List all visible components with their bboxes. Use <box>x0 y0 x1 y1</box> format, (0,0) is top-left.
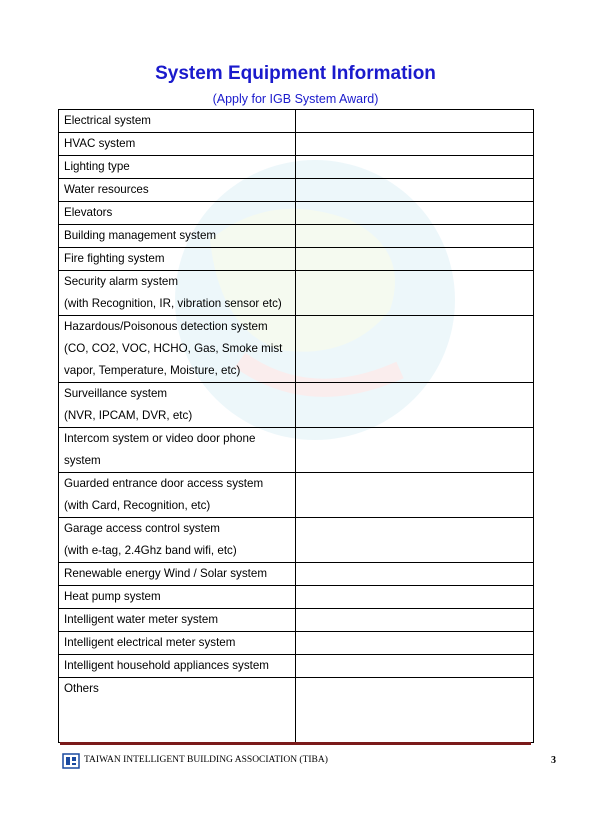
table-row <box>59 133 534 156</box>
system-value-field[interactable] <box>296 563 534 586</box>
system-label-line: Hazardous/Poisonous detection system <box>64 320 268 333</box>
system-value-field[interactable] <box>296 428 534 473</box>
system-label-line: Electrical system <box>64 114 151 127</box>
system-label <box>59 655 296 678</box>
system-value-field[interactable] <box>296 202 534 225</box>
page-title: System Equipment Information <box>155 63 436 84</box>
system-label-line: Heat pump system <box>64 590 161 603</box>
system-value-field[interactable] <box>296 133 534 156</box>
table-row <box>59 428 534 473</box>
system-label-line: (CO, CO2, VOC, HCHO, Gas, Smoke mist <box>64 342 283 355</box>
system-label <box>59 202 296 225</box>
table-row <box>59 518 534 563</box>
system-value-field[interactable] <box>296 248 534 271</box>
system-label <box>59 609 296 632</box>
system-value-field[interactable] <box>296 586 534 609</box>
system-label <box>59 110 296 133</box>
table-row <box>59 383 534 428</box>
equipment-table <box>58 109 534 743</box>
system-value-field[interactable] <box>296 225 534 248</box>
system-label <box>59 271 296 316</box>
system-value-field[interactable] <box>296 678 534 743</box>
system-value-field[interactable] <box>296 473 534 518</box>
system-value-field[interactable] <box>296 383 534 428</box>
table-row <box>59 586 534 609</box>
system-label <box>59 225 296 248</box>
system-label-line: Intelligent electrical meter system <box>64 636 236 649</box>
system-label-line: system <box>64 454 101 467</box>
table-row <box>59 632 534 655</box>
system-label-line: Building management system <box>64 229 217 242</box>
system-label-line: HVAC system <box>64 137 136 150</box>
system-value-field[interactable] <box>296 655 534 678</box>
system-label <box>59 316 296 383</box>
system-label-line: Guarded entrance door access system <box>64 477 264 490</box>
table-row <box>59 156 534 179</box>
page-number: 3 <box>551 755 556 766</box>
system-value-field[interactable] <box>296 271 534 316</box>
system-label-line: Elevators <box>64 206 113 219</box>
system-label <box>59 678 296 743</box>
system-label <box>59 156 296 179</box>
table-row <box>59 271 534 316</box>
system-value-field[interactable] <box>296 632 534 655</box>
table-row <box>59 225 534 248</box>
system-label-line: (NVR, IPCAM, DVR, etc) <box>64 409 193 422</box>
system-label-line: Renewable energy Wind / Solar system <box>64 567 267 580</box>
table-row <box>59 202 534 225</box>
table-row <box>59 678 534 743</box>
system-label <box>59 473 296 518</box>
system-label-line: (with e-tag, 2.4Ghz band wifi, etc) <box>64 544 237 557</box>
system-label <box>59 133 296 156</box>
system-label <box>59 179 296 202</box>
system-label-line: (with Card, Recognition, etc) <box>64 499 211 512</box>
table-row <box>59 316 534 383</box>
system-label-line: Lighting type <box>64 160 130 173</box>
system-label <box>59 428 296 473</box>
page-subtitle: (Apply for IGB System Award) <box>212 92 379 106</box>
system-label-line: Surveillance system <box>64 387 168 400</box>
system-label <box>59 586 296 609</box>
table-row <box>59 609 534 632</box>
system-label-line: Water resources <box>64 183 149 196</box>
system-label-line: Security alarm system <box>64 275 179 288</box>
system-label <box>59 632 296 655</box>
system-value-field[interactable] <box>296 179 534 202</box>
table-row <box>59 473 534 518</box>
system-label-line: Fire fighting system <box>64 252 165 265</box>
tiba-logo-icon <box>62 752 80 770</box>
system-label-line: Garage access control system <box>64 522 220 535</box>
system-label-line: vapor, Temperature, Moisture, etc) <box>64 364 241 377</box>
system-value-field[interactable] <box>296 609 534 632</box>
system-label-line: (with Recognition, IR, vibration sensor etc) <box>64 297 282 310</box>
system-label-line: Intelligent household appliances system <box>64 659 269 672</box>
system-label-line: Intelligent water meter system <box>64 613 218 626</box>
system-label-line: Intercom system or video door phone <box>64 432 256 445</box>
table-row <box>59 110 534 133</box>
table-row <box>59 655 534 678</box>
table-row <box>59 179 534 202</box>
system-value-field[interactable] <box>296 518 534 563</box>
table-row <box>59 248 534 271</box>
system-label-line: Others <box>64 682 99 695</box>
system-value-field[interactable] <box>296 110 534 133</box>
system-label <box>59 518 296 563</box>
table-row <box>59 563 534 586</box>
system-value-field[interactable] <box>296 316 534 383</box>
footer-organization: TAIWAN INTELLIGENT BUILDING ASSOCIATION (TIBA) <box>84 755 328 765</box>
footer-divider <box>60 742 531 745</box>
system-label <box>59 383 296 428</box>
system-label <box>59 563 296 586</box>
system-label <box>59 248 296 271</box>
system-value-field[interactable] <box>296 156 534 179</box>
